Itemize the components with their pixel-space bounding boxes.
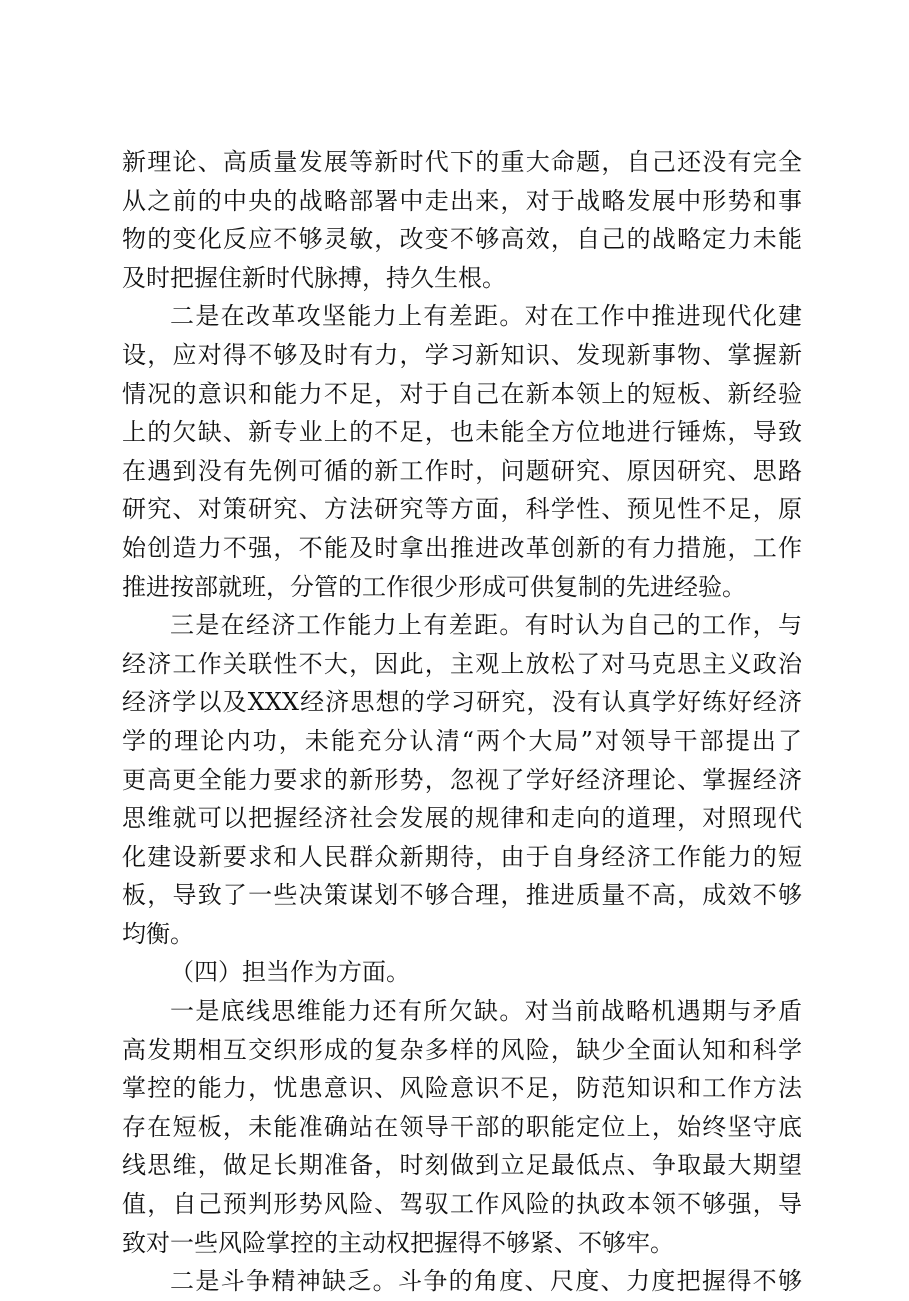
text-line: 推进按部就班，分管的工作很少形成可供复制的先进经验。 [122,572,746,601]
document-body [122,143,802,1301]
text-line: 物的变化反应不够灵敏，改变不够高效，自己的战略定力未能 [122,225,802,254]
text-line: 高发期相互交织形成的复杂多样的风险，缺少全面认知和科学 [122,1035,802,1064]
text-line: 设，应对得不够及时有力，学习新知识、发现新事物、掌握新 [122,340,802,369]
text-line: 经济学以及XXX经济思想的学习研究，没有认真学好练好经济 [122,688,802,717]
text-line: 存在短板，未能准确站在领导干部的职能定位上，始终坚守底 [122,1112,802,1141]
text-line: 掌控的能力，忧患意识、风险意识不足，防范知识和工作方法 [122,1074,802,1103]
text-line: 始创造力不强，不能及时拿出推进改革创新的有力措施，工作 [122,533,802,562]
text-line: 更高更全能力要求的新形势，忽视了学好经济理论、掌握经济 [122,765,802,794]
text-line: 致对一些风险掌控的主动权把握得不够紧、不够牢。 [122,1228,674,1257]
text-line: 从之前的中央的战略部署中走出来，对于战略发展中形势和事 [122,186,802,215]
text-line: 研究、对策研究、方法研究等方面，科学性、预见性不足，原 [122,495,802,524]
text-line: 板，导致了一些决策谋划不够合理，推进质量不高，成效不够 [122,881,802,910]
text-line: 化建设新要求和人民群众新期待，由于自身经济工作能力的短 [122,842,802,871]
text-line: 情况的意识和能力不足，对于自己在新本领上的短板、新经验 [122,379,802,408]
section-heading: （四）担当作为方面。 [170,958,410,987]
text-line: 均衡。 [122,919,194,948]
text-line: 值，自己预判形势风险、驾驭工作风险的执政本领不够强，导 [122,1190,802,1219]
text-line: 上的欠缺、新专业上的不足，也未能全方位地进行锤炼，导致 [122,418,802,447]
text-line: 学的理论内功，未能充分认清“两个大局”对领导干部提出了 [122,726,802,755]
text-line: 线思维，做足长期准备，时刻做到立足最低点、争取最大期望 [122,1151,802,1180]
text-line: 经济工作关联性不大，因此，主观上放松了对马克思主义政治 [122,649,802,678]
text-line: 新理论、高质量发展等新时代下的重大命题，自己还没有完全 [122,148,802,176]
text-line: 思维就可以把握经济社会发展的规律和走向的道理，对照现代 [122,804,802,833]
text-line: 在遇到没有先例可循的新工作时，问题研究、原因研究、思路 [122,456,802,485]
text-line: 及时把握住新时代脉搏，持久生根。 [122,263,506,292]
paragraph-start-line: 一是底线思维能力还有所欠缺。对当前战略机遇期与矛盾 [170,997,802,1026]
paragraph-start-line: 三是在经济工作能力上有差距。有时认为自己的工作，与 [170,611,802,640]
paragraph-start-line: 二是斗争精神缺乏。斗争的角度、尺度、力度把握得不够 [170,1267,802,1296]
paragraph-start-line: 二是在改革攻坚能力上有差距。对在工作中推进现代化建 [170,302,802,331]
